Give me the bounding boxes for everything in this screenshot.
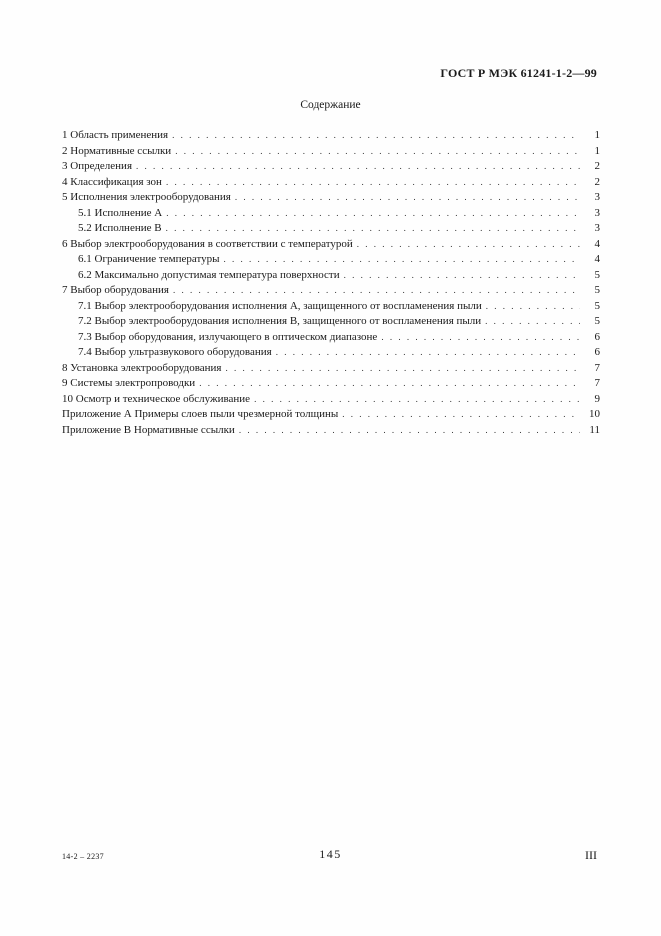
toc-leader-dots <box>175 144 580 160</box>
toc-entry-page: 10 <box>589 408 600 420</box>
toc-entry-page: 7 <box>594 377 600 389</box>
toc-entry-text: 9 Системы электропроводки <box>62 377 196 389</box>
toc-entry <box>62 314 600 330</box>
toc-entry <box>62 237 600 253</box>
toc-title: Содержание <box>300 99 361 111</box>
toc-entry-page: 5 <box>594 299 600 312</box>
toc-entry-page: 2 <box>594 175 600 188</box>
toc-leader-dots <box>239 423 580 439</box>
toc-entry-page: 7 <box>594 361 600 374</box>
toc-leader-dots <box>199 376 580 392</box>
standard-code: ГОСТ Р МЭК 61241-1-2—99 <box>440 66 597 80</box>
page-number: 145 <box>319 847 342 861</box>
toc-entry-text: Приложение В Нормативные ссылки <box>62 423 235 436</box>
toc-entry-page: 3 <box>594 191 600 203</box>
toc-entry-text: 7.2 Выбор электрооборудования исполнения В, защищенного от воспламенения пыли <box>78 315 482 327</box>
toc-entry <box>62 345 600 361</box>
toc-entry-text: 5 Исполнения электрооборудования <box>62 191 231 203</box>
toc-entry-page: 5 <box>594 315 600 327</box>
toc-leader-dots <box>254 392 580 408</box>
toc-entry-page: 4 <box>594 253 600 265</box>
toc-entry <box>62 252 600 268</box>
toc-leader-dots <box>485 314 580 330</box>
toc-entry-text: 10 Осмотр и техническое обслуживание <box>62 392 251 405</box>
toc-leader-dots <box>224 252 580 268</box>
toc-leader-dots <box>172 128 580 144</box>
toc-entry-text: 6.2 Максимально допустимая температура поверхности <box>78 268 340 281</box>
toc-entry-text: 6 Выбор электрооборудования в соответствии с температурой <box>62 237 353 250</box>
toc-entry-page: 2 <box>594 160 600 172</box>
table-of-contents <box>62 128 600 438</box>
toc-entry <box>62 407 600 423</box>
toc-entry <box>62 361 600 377</box>
toc-entry <box>62 144 600 160</box>
toc-entry-text: 4 Классификация зон <box>62 175 162 188</box>
toc-leader-dots <box>166 175 580 191</box>
toc-entry <box>62 283 600 299</box>
toc-entry-text: 6.1 Ограничение температуры <box>78 253 220 265</box>
toc-entry <box>62 128 600 144</box>
toc-entry <box>62 268 600 284</box>
toc-entry-text: 1 Область применения <box>62 129 169 141</box>
toc-entry-page: 5 <box>594 284 600 296</box>
toc-entry-page: 5 <box>594 268 600 281</box>
toc-leader-dots <box>225 361 580 377</box>
toc-entry-page: 1 <box>594 144 600 157</box>
toc-entry-text: 7.4 Выбор ультразвукового оборудования <box>78 346 272 358</box>
toc-entry-page: 9 <box>594 392 600 405</box>
toc-entry-text: 2 Нормативные ссылки <box>62 144 172 157</box>
toc-entry <box>62 206 600 222</box>
toc-entry-text: 7.3 Выбор оборудования, излучающего в оптическом диапазоне <box>78 330 378 343</box>
toc-entry <box>62 159 600 175</box>
toc-entry-page: 4 <box>594 237 600 250</box>
roman-page-number: III <box>585 848 597 862</box>
toc-entry-page: 6 <box>594 346 600 358</box>
print-code: 14-2 – 2237 <box>62 852 104 861</box>
toc-entry <box>62 392 600 408</box>
toc-entry-text: 8 Установка электрооборудования <box>62 361 222 374</box>
toc-entry-page: 1 <box>594 129 600 141</box>
toc-leader-dots <box>486 299 580 315</box>
toc-leader-dots <box>381 330 580 346</box>
toc-entry-text: Приложение А Примеры слоев пыли чрезмерной толщины <box>62 408 339 420</box>
toc-entry-text: 7.1 Выбор электрооборудования исполнения А, защищенного от воспламенения пыли <box>78 299 482 312</box>
toc-leader-dots <box>342 407 580 423</box>
toc-entry-page: 11 <box>589 423 600 436</box>
toc-entry-text: 3 Определения <box>62 160 133 172</box>
toc-leader-dots <box>235 190 580 206</box>
toc-entry-text: 7 Выбор оборудования <box>62 284 169 296</box>
toc-entry-page: 3 <box>594 206 600 219</box>
toc-leader-dots <box>357 237 580 253</box>
toc-leader-dots <box>276 345 580 361</box>
toc-entry <box>62 423 600 439</box>
toc-entry-text: 5.1 Исполнение А <box>78 206 163 219</box>
toc-entry-page: 3 <box>594 222 600 234</box>
toc-entry <box>62 221 600 237</box>
toc-leader-dots <box>166 221 580 237</box>
toc-entry <box>62 190 600 206</box>
toc-leader-dots <box>136 159 580 175</box>
toc-entry-page: 6 <box>594 330 600 343</box>
toc-leader-dots <box>173 283 580 299</box>
toc-entry <box>62 330 600 346</box>
toc-entry <box>62 299 600 315</box>
toc-entry <box>62 175 600 191</box>
toc-leader-dots <box>344 268 580 284</box>
toc-entry <box>62 376 600 392</box>
toc-entry-text: 5.2 Исполнение В <box>78 222 162 234</box>
toc-leader-dots <box>166 206 580 222</box>
